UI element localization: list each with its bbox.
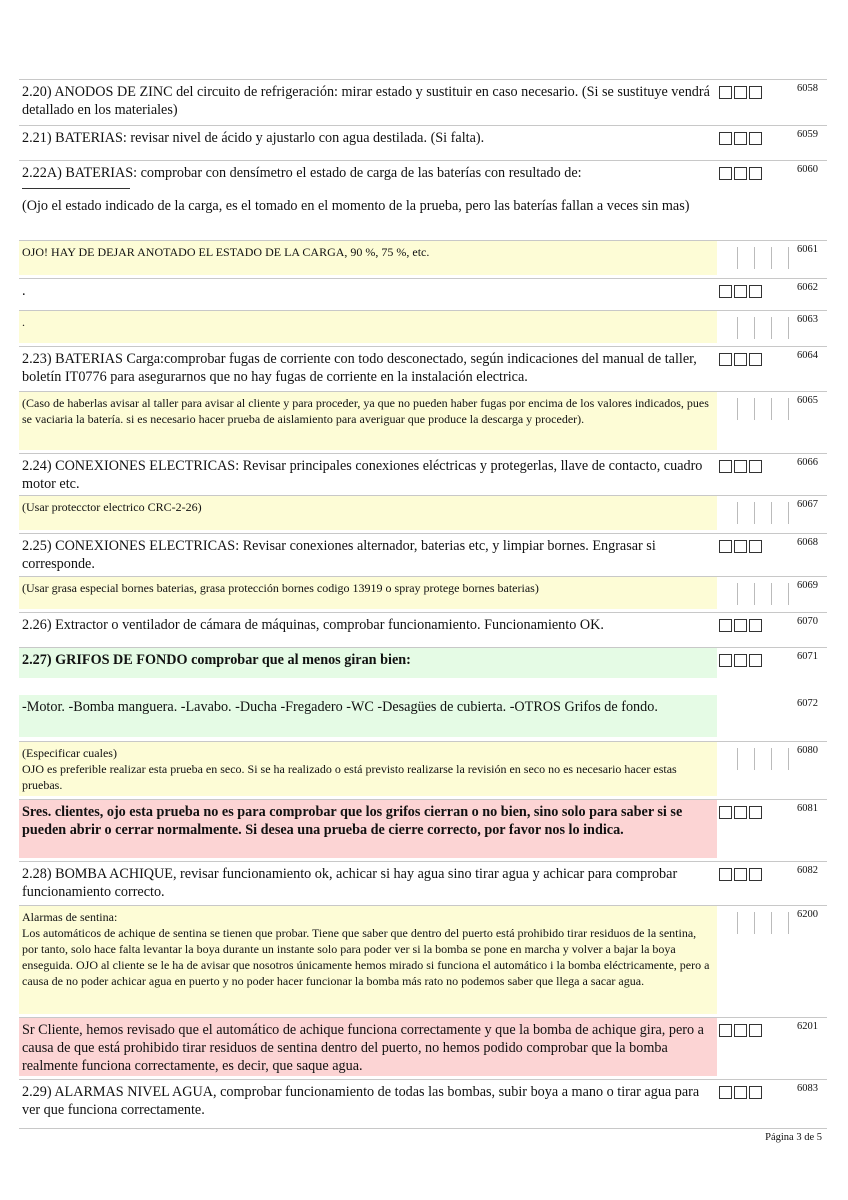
checklist-row (19, 453, 827, 495)
item-code: 6072 (797, 698, 818, 709)
item-code: 6201 (797, 1021, 818, 1032)
checkbox[interactable] (749, 285, 762, 298)
separator-bars (737, 583, 789, 605)
row-text-block (19, 311, 717, 343)
row-text: OJO! HAY DE DEJAR ANOTADO EL ESTADO DE LA CARGA, 90 %, 75 %, etc. (22, 245, 430, 259)
item-code: 6059 (797, 129, 818, 140)
row-text-block (19, 1080, 717, 1124)
checklist-row (19, 533, 827, 576)
checklist-row (19, 905, 827, 1017)
row-text: -Motor. -Bomba manguera. -Lavabo. -Ducha -Fregadero -WC -Desagües de cubierta. -OTROS Grifos de fondo. (22, 699, 658, 715)
row-text-block (19, 1018, 717, 1076)
item-code: 6081 (797, 803, 818, 814)
row-text: (Caso de haberlas avisar al taller para avisar al cliente y para proceder, ya que no pueden haber fugas por encima de los valores indicados, pues se vaciaria la batería. si es necesario hacer prueba de aislamiento para averiguar que produce la descarga y proceder). (22, 396, 709, 426)
row-text-block (19, 454, 717, 492)
page-number: Página 3 de 5 (765, 1132, 822, 1143)
row-text: 2.20) ANODOS DE ZINC del circuito de refrigeración: mirar estado y sustituir en caso necesario. (Si se sustituye vendrá detallado en los materiales) (22, 84, 710, 118)
item-code: 6083 (797, 1083, 818, 1094)
checklist (19, 79, 827, 1127)
item-code: 6064 (797, 350, 818, 361)
row-text: 2.29) ALARMAS NIVEL AGUA, comprobar funcionamiento de todas las bombas, subir boya a mano o tirar agua para ver que funciona correctamente. (22, 1084, 700, 1118)
separator-bars (737, 912, 789, 934)
item-code: 6080 (797, 745, 818, 756)
item-code: 6070 (797, 616, 818, 627)
checklist-row (19, 612, 827, 647)
separator-bar (737, 398, 754, 420)
checkbox-group (719, 868, 762, 881)
checkbox[interactable] (734, 460, 747, 473)
checklist-row (19, 1017, 827, 1079)
row-subtext: OJO es preferible realizar esta prueba en seco. Si se ha realizado o está previsto realizarse la revisión en seco no es necesario hacer estas pruebas. (22, 762, 677, 792)
checkbox[interactable] (734, 167, 747, 180)
item-code: 6071 (797, 651, 818, 662)
checkbox[interactable] (749, 353, 762, 366)
checkbox-group (719, 540, 762, 553)
separator-bar (771, 583, 789, 605)
checklist-row (19, 495, 827, 533)
checkbox-group (719, 167, 762, 180)
item-code: 6058 (797, 83, 818, 94)
checklist-row (19, 741, 827, 799)
item-code: 6066 (797, 457, 818, 468)
row-text: Alarmas de sentina: (22, 910, 118, 924)
row-text-block (19, 648, 717, 678)
row-text-block (19, 161, 717, 237)
row-text-block (19, 496, 717, 530)
checklist-row (19, 278, 827, 310)
checkbox[interactable] (749, 540, 762, 553)
separator-bar (754, 583, 771, 605)
row-subtext: Los automáticos de achique de sentina se tienen que probar. Tiene que saber que dentro del puerto está prohibido tirar residuos de la sentina, por tanto, solo hace falta levantar la boya durante un instante solo para poder ver si la bomba se pone en marcha y volver a bajar la boya enseguida. OJO al cliente se le ha de avisar que nosotros únicamente hemos mirado si funciona el automático i la bomba eléctricamente, pero a causa de no poder achicar agua en puerto y no poder hacer funcionar la bomba más rato no podemos saber que llega a sacar agua. (22, 926, 710, 988)
checklist-row (19, 160, 827, 240)
row-text: 2.28) BOMBA ACHIQUE, revisar funcionamiento ok, achicar si hay agua sino tirar agua y achicar para comprobar funcionamiento correcto. (22, 866, 678, 900)
checkbox-group (719, 460, 762, 473)
separator-bar (737, 502, 754, 524)
row-text: Sres. clientes, ojo esta prueba no es para comprobar que los grifos cierran o no bien, sino solo para saber si se pueden abrir o cerrar normalmente. Si desea una prueba de cierre correcto, por favor nos lo indica. (22, 804, 683, 838)
separator-bars (737, 398, 789, 420)
row-text: 2.25) CONEXIONES ELECTRICAS: Revisar conexiones alternador, baterias etc, y limpiar bornes. Engrasar si corresponde. (22, 538, 656, 572)
checkbox[interactable] (749, 806, 762, 819)
row-text-block (19, 241, 717, 275)
checklist-row (19, 861, 827, 905)
row-text: 2.24) CONEXIONES ELECTRICAS: Revisar principales conexiones eléctricas y protegerlas, llave de contacto, cuadro motor etc. (22, 458, 703, 492)
checkbox[interactable] (719, 353, 732, 366)
item-code: 6060 (797, 164, 818, 175)
checkbox[interactable] (734, 132, 747, 145)
checkbox[interactable] (719, 132, 732, 145)
checklist-row (19, 346, 827, 391)
separator-bar (737, 912, 754, 934)
separator-bar (754, 398, 771, 420)
checkbox[interactable] (734, 353, 747, 366)
row-text: 2.27) GRIFOS DE FONDO comprobar que al menos giran bien: (22, 652, 411, 668)
row-text-block (19, 279, 717, 307)
row-text-block (19, 862, 717, 902)
checkbox-group (719, 132, 762, 145)
separator-bar (771, 912, 789, 934)
item-code: 6067 (797, 499, 818, 510)
row-text-block (19, 80, 717, 122)
row-text-block (19, 577, 717, 609)
checkbox-group (719, 285, 762, 298)
result-blank-line (22, 188, 130, 189)
checkbox[interactable] (719, 619, 732, 632)
checklist-row (19, 79, 827, 125)
checklist-row (19, 799, 827, 861)
checkbox[interactable] (749, 167, 762, 180)
row-text-block (19, 126, 717, 157)
checkbox[interactable] (734, 540, 747, 553)
item-code: 6200 (797, 909, 818, 920)
checkbox[interactable] (719, 285, 732, 298)
checkbox-group (719, 806, 762, 819)
checkbox-group (719, 1024, 762, 1037)
checklist-row (19, 695, 827, 741)
separator-bars (737, 502, 789, 524)
checkbox[interactable] (719, 540, 732, 553)
separator-bar (771, 247, 789, 269)
row-text: (Usar grasa especial bornes baterias, grasa protección bornes codigo 13919 o spray protege bornes baterias) (22, 581, 539, 595)
row-subtext: (Ojo el estado indicado de la carga, es el tomado en el momento de la prueba, pero las baterías fallan a veces sin mas) (22, 198, 690, 214)
checkbox[interactable] (749, 1086, 762, 1099)
row-text: Sr Cliente, hemos revisado que el automático de achique funciona correctamente y que la bomba de achique gira, pero a causa de que está prohibido tirar residuos de sentina dentro del puerto, no hemos podido comprobar que la bomba realmente funciona correctamente, es decir, que saque agua. (22, 1022, 704, 1074)
checkbox[interactable] (719, 1086, 732, 1099)
separator-bar (754, 502, 771, 524)
checkbox[interactable] (734, 868, 747, 881)
separator-bar (754, 247, 771, 269)
item-code: 6068 (797, 537, 818, 548)
row-text: 2.23) BATERIAS Carga:comprobar fugas de corriente con todo desconectado, según indicaciones del manual de taller, boletín IT0776 para asegurarnos que no hay fugas de corriente en la instalación electrica. (22, 351, 697, 385)
checkbox[interactable] (749, 460, 762, 473)
separator-bar (737, 317, 754, 339)
row-text: 2.21) BATERIAS: revisar nivel de ácido y ajustarlo con agua destilada. (Si falta). (22, 130, 485, 146)
separator-bar (737, 583, 754, 605)
separator-bars (737, 317, 789, 339)
row-text: . (22, 283, 26, 299)
checkbox[interactable] (749, 654, 762, 667)
checklist-row (19, 310, 827, 346)
separator-bar (771, 748, 789, 770)
checkbox[interactable] (719, 806, 732, 819)
row-text: 2.22A) BATERIAS: comprobar con densímetro el estado de carga de las baterías con resultado de: (22, 165, 582, 181)
checkbox[interactable] (734, 806, 747, 819)
row-text-block (19, 534, 717, 573)
checkbox[interactable] (749, 1024, 762, 1037)
checkbox[interactable] (749, 868, 762, 881)
separator-bar (771, 317, 789, 339)
checklist-row (19, 647, 827, 681)
separator-bars (737, 247, 789, 269)
checkbox-group (719, 353, 762, 366)
checklist-row (19, 240, 827, 278)
row-text: 2.26) Extractor o ventilador de cámara de máquinas, comprobar funcionamiento. Funcionamiento OK. (22, 617, 604, 633)
checkbox-group (719, 654, 762, 667)
checklist-row (19, 391, 827, 453)
checkbox[interactable] (719, 86, 732, 99)
checkbox[interactable] (719, 1024, 732, 1037)
item-code: 6062 (797, 282, 818, 293)
checkbox[interactable] (749, 132, 762, 145)
checkbox[interactable] (719, 654, 732, 667)
checklist-row (19, 576, 827, 612)
separator-bar (737, 748, 754, 770)
checklist-row (19, 1079, 827, 1127)
checkbox-group (719, 1086, 762, 1099)
row-text-block (19, 613, 717, 644)
checklist-row (19, 125, 827, 160)
footer-divider (19, 1128, 827, 1129)
row-text-block (19, 800, 717, 858)
separator-bar (754, 748, 771, 770)
separator-bar (737, 247, 754, 269)
checkbox[interactable] (734, 1086, 747, 1099)
separator-bar (754, 317, 771, 339)
checkbox[interactable] (719, 460, 732, 473)
separator-bar (771, 398, 789, 420)
separator-bar (754, 912, 771, 934)
item-code: 6065 (797, 395, 818, 406)
item-code: 6061 (797, 244, 818, 255)
row-text: (Especificar cuales) (22, 746, 117, 760)
checkbox[interactable] (734, 285, 747, 298)
row-text-block (19, 742, 717, 796)
row-text-block (19, 695, 717, 737)
item-code: 6063 (797, 314, 818, 325)
row-text: (Usar protecctor electrico CRC-2-26) (22, 500, 202, 514)
checkbox[interactable] (749, 86, 762, 99)
checkbox[interactable] (719, 868, 732, 881)
row-text: . (22, 315, 25, 329)
separator-bars (737, 748, 789, 770)
checkbox[interactable] (734, 1024, 747, 1037)
checkbox[interactable] (719, 167, 732, 180)
item-code: 6082 (797, 865, 818, 876)
row-text-block (19, 347, 717, 388)
checkbox[interactable] (734, 619, 747, 632)
checkbox[interactable] (734, 86, 747, 99)
separator-bar (771, 502, 789, 524)
checkbox[interactable] (749, 619, 762, 632)
item-code: 6069 (797, 580, 818, 591)
checkbox-group (719, 86, 762, 99)
checkbox[interactable] (734, 654, 747, 667)
row-text-block (19, 392, 717, 450)
row-text-block (19, 906, 717, 1014)
checkbox-group (719, 619, 762, 632)
